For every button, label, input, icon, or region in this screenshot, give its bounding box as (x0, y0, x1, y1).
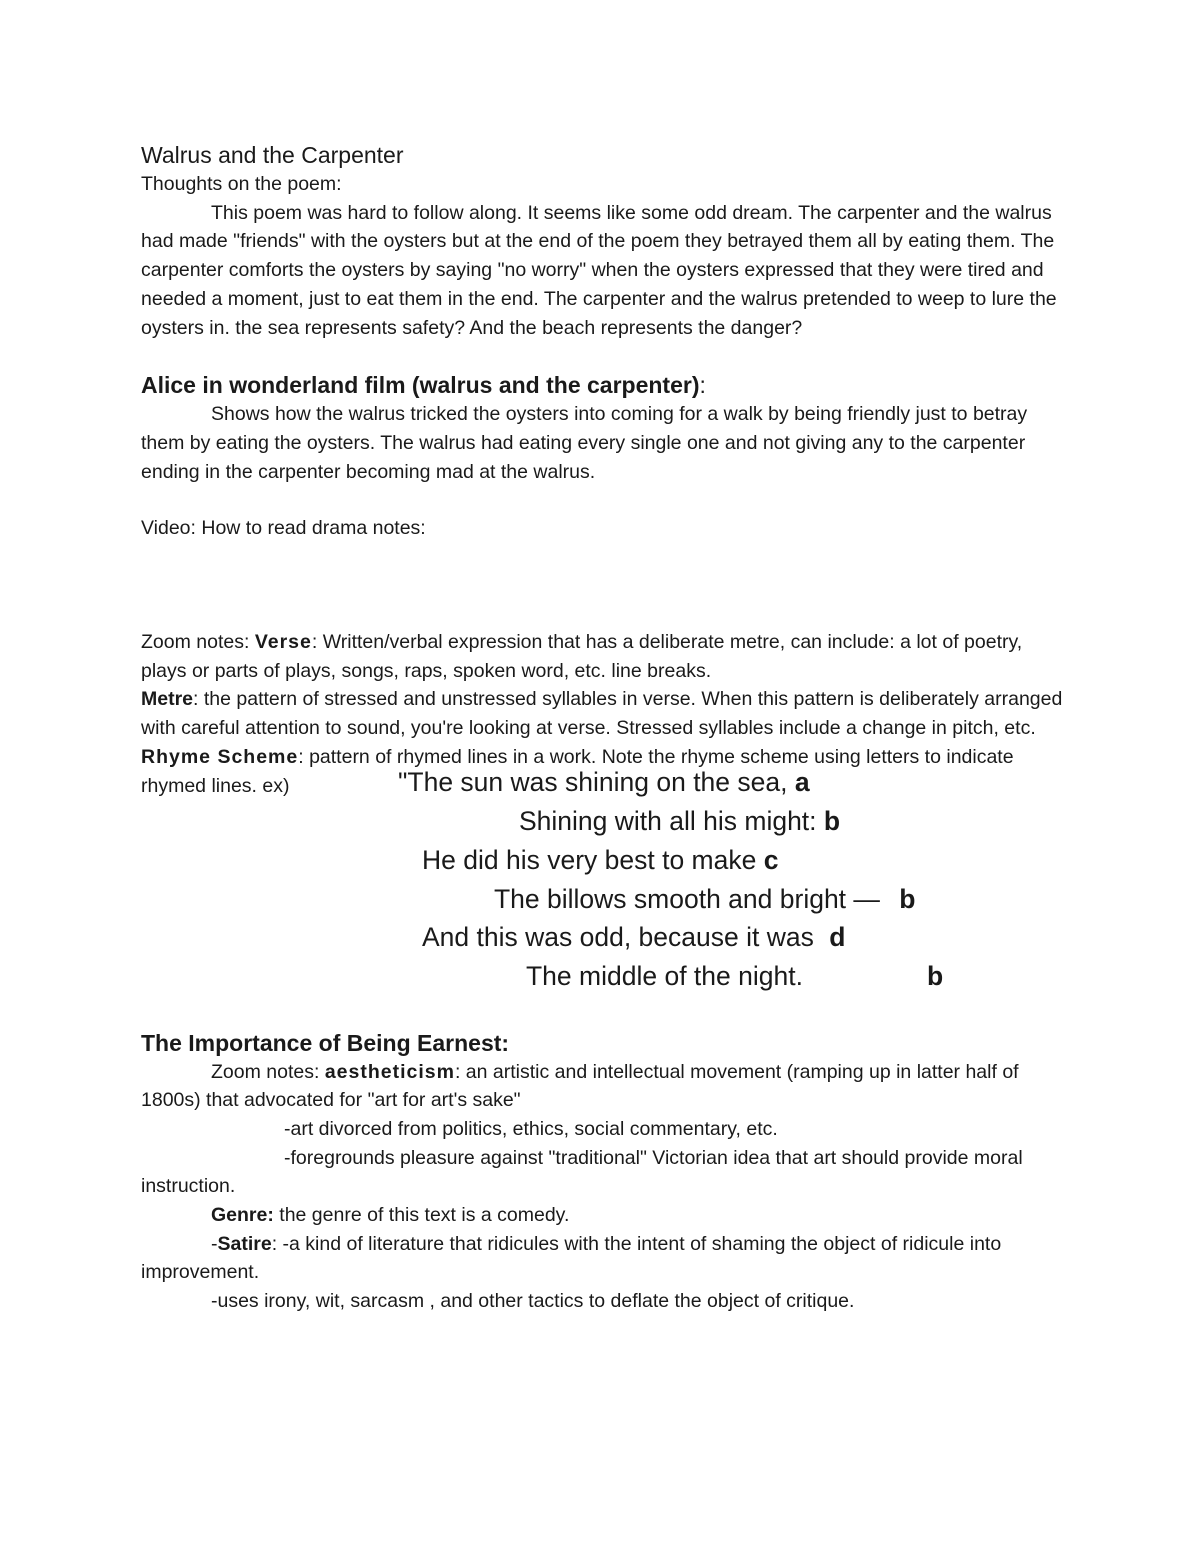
alice-title-colon: : (699, 372, 706, 399)
satire-term: Satire (217, 1232, 272, 1255)
rhyme-letter-3: c (763, 844, 779, 875)
verse-definition: : Written/verbal expression that has a deliberate metre, can include: a lot of poetry, plays or parts of plays, songs, raps, spoken word, etc. line breaks. (141, 631, 1023, 682)
poem-line-5-text: And this was odd, because it was (422, 921, 822, 952)
satire-note (141, 1230, 1066, 1287)
rhyme-scheme-term: Rhyme Scheme (141, 745, 299, 768)
rhyme-letter-1: a (794, 766, 810, 797)
aestheticism-term: aestheticism (324, 1060, 455, 1083)
poem-line-3 (422, 843, 778, 877)
poem-line-2 (519, 804, 840, 838)
satire-dash: - (211, 1232, 218, 1255)
aesthetic-bullet-1: -art divorced from politics, ethics, social commentary, etc. (284, 1117, 778, 1140)
rhyme-letter-2: b (823, 805, 841, 836)
genre-term: Genre: (211, 1204, 274, 1227)
metre-note (141, 685, 1066, 742)
verse-term: Verse (254, 631, 312, 654)
aestheticism-note (141, 1058, 1066, 1115)
poem-line-1-text: "The sun was shining on the sea, (398, 766, 795, 797)
genre-definition: the genre of this text is a comedy. (273, 1204, 570, 1227)
verse-note (141, 628, 1066, 685)
aestheticism-definition: : an artistic and intellectual movement (ramping up in latter half of 1800s) that advocated for "art for art's sake" (141, 1060, 1019, 1112)
poem-line-4-text: The billows smooth and bright — (494, 883, 888, 914)
rhyme-letter-4: b (899, 883, 916, 914)
poem-line-6 (526, 959, 943, 993)
rhyme-and-poem (141, 743, 1066, 1008)
rhyme-scheme-definition: : pattern of rhymed lines in a work. Note the rhyme scheme using letters to indicate rhymed lines. ex) (141, 745, 1014, 797)
poem-line-4 (494, 882, 915, 916)
zoom-prefix: Zoom notes: (141, 631, 255, 654)
poem-line-2-text: Shining with all his might: (519, 805, 824, 836)
earnest-zoom-prefix: Zoom notes: (211, 1060, 325, 1083)
alice-paragraph: Shows how the walrus tricked the oysters into coming for a walk by being friendly just to betray them by eating the oysters. The walrus had eating every single one and not giving any to the carpenter ending in the carpenter becoming mad at the walrus. (141, 403, 1028, 483)
section-title-walrus: Walrus and the Carpenter (141, 142, 404, 168)
aesthetic-bullet-2: -foregrounds pleasure against "traditional" Victorian idea that art should provide moral instruction. (141, 1146, 1023, 1198)
alice-title-text: Alice in wonderland film (walrus and the carpenter) (141, 372, 700, 399)
poem-line-6-text: The middle of the night. (526, 960, 803, 991)
metre-definition: : the pattern of stressed and unstressed syllables in verse. When this pattern is deliberately arranged with careful attention to sound, you're looking at verse. Stressed syllables include a change in pitch, etc. (141, 688, 1063, 740)
poem-line-3-text: He did his very best to make (422, 844, 764, 875)
section-title-alice (141, 370, 1066, 400)
section-title-earnest: The Importance of Being Earnest: (141, 1029, 510, 1056)
genre-note (141, 1201, 1066, 1230)
satire-definition: : -a kind of literature that ridicules with the intent of shaming the object of ridicule into improvement. (141, 1232, 1002, 1284)
thoughts-label: Thoughts on the poem: (141, 173, 342, 195)
video-notes-label: Video: How to read drama notes: (141, 517, 426, 540)
rhyme-letter-6: b (926, 960, 944, 991)
document-page (141, 140, 1066, 1316)
metre-term: Metre (141, 688, 194, 711)
poem-line-1 (398, 765, 810, 799)
poem-line-5 (422, 920, 845, 954)
rhyme-letter-5: d (829, 921, 846, 952)
walrus-paragraph: This poem was hard to follow along. It seems like some odd dream. The carpenter and the walrus had made "friends" with the oysters but at the end of the poem they betrayed them all by eating them. The carpenter comforts the oysters by saying "no worry" when the oysters expressed that they were tired and needed a moment, just to eat them in the end. The carpenter and the walrus pretended to weep to lure the oysters in. the sea represents safety? And the beach represents the danger? (141, 201, 1057, 339)
satire-tactics-note: -uses irony, wit, sarcasm , and other tactics to deflate the object of critique. (211, 1290, 855, 1313)
